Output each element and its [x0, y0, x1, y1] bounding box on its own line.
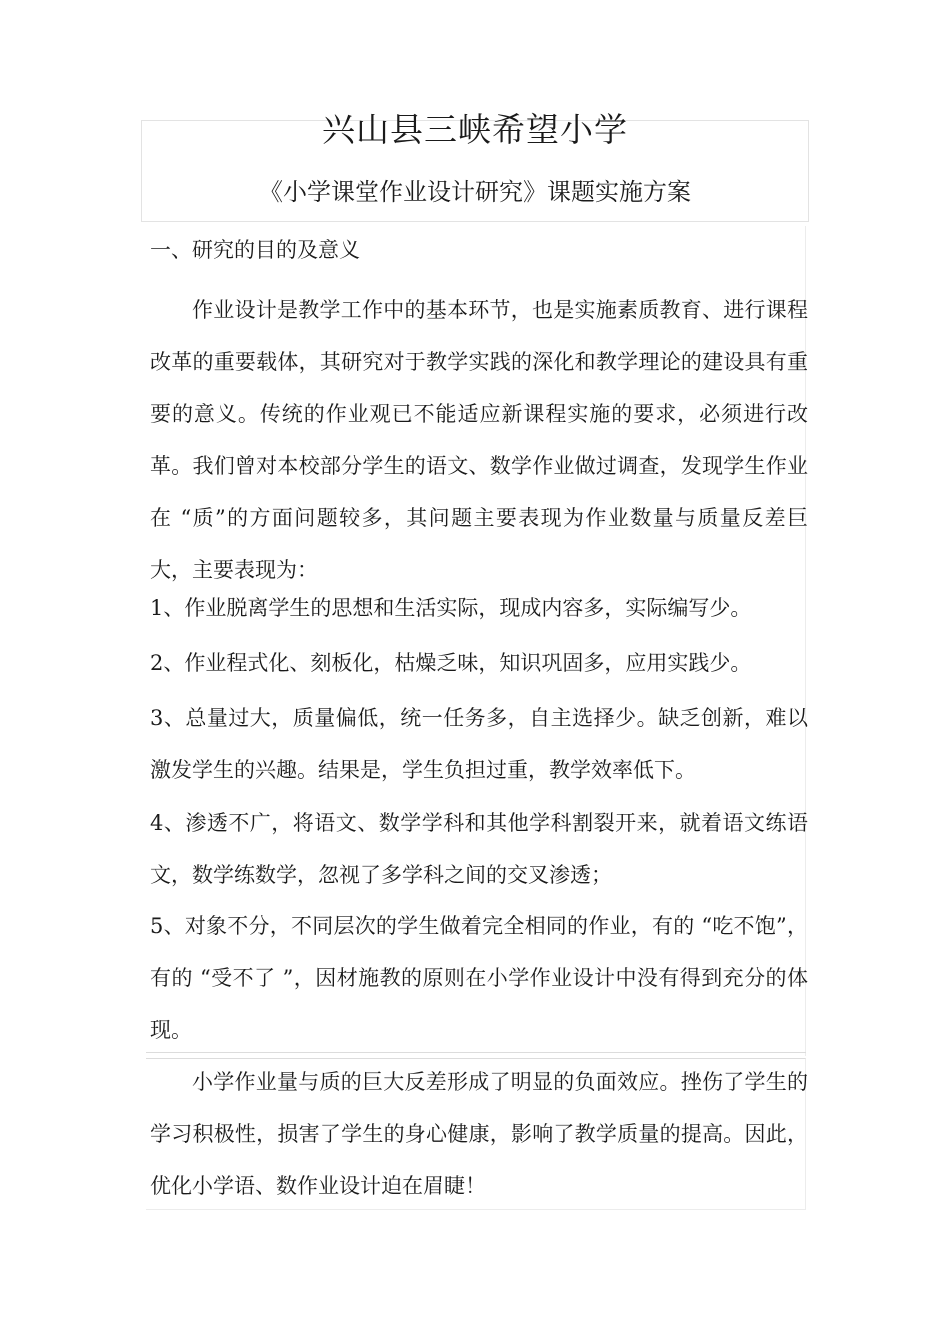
paragraph-conclusion: 小学作业量与质的巨大反差形成了明显的负面效应。挫伤了学生的学习积极性，损害了学生的身心健康，影响了教学质量的提高。因此，优化小学语、数作业设计迫在眉睫！ [150, 1070, 808, 1198]
section-heading: 一、研究的目的及意义 [150, 238, 360, 262]
list-item: 1、作业脱离学生的思想和生活实际，现成内容多，实际编写少。 [150, 596, 752, 620]
list-item: 5、对象不分，不同层次的学生做着完全相同的作业，有的 “吃不饱”，有的 “受不了 ”，因材施教的原则在小学作业设计中没有得到充分的体现。 [150, 914, 808, 1042]
list-item: 4、渗透不广，将语文、数学学科和其他学科割裂开来，就着语文练语文，数学练数学，忽视了多学科之间的交叉渗透； [150, 811, 808, 887]
list-item: 3、总量过大，质量偏低，统一任务多，自主选择少。缺乏创新，难以激发学生的兴趣。结果是，学生负担过重，教学效率低下。 [150, 706, 808, 782]
school-title: 兴山县三峡希望小学 [322, 110, 628, 149]
paragraph-intro: 作业设计是教学工作中的基本环节，也是实施素质教育、进行课程改革的重要载体，其研究对于教学实践的深化和教学理论的建设具有重要的意义。传统的作业观已不能适应新课程实施的要求，必须进行改革。我们曾对本校部分学生的语文、数学作业做过调查，发现学生作业在 “质”的方面问题较多，其问题主要表现为作业数量与质量反差巨大，主要表现为： [150, 298, 808, 582]
document-subtitle: 《小学课堂作业设计研究》课题实施方案 [259, 178, 691, 206]
list-item: 2、作业程式化、刻板化，枯燥乏味，知识巩固多，应用实践少。 [150, 651, 752, 675]
